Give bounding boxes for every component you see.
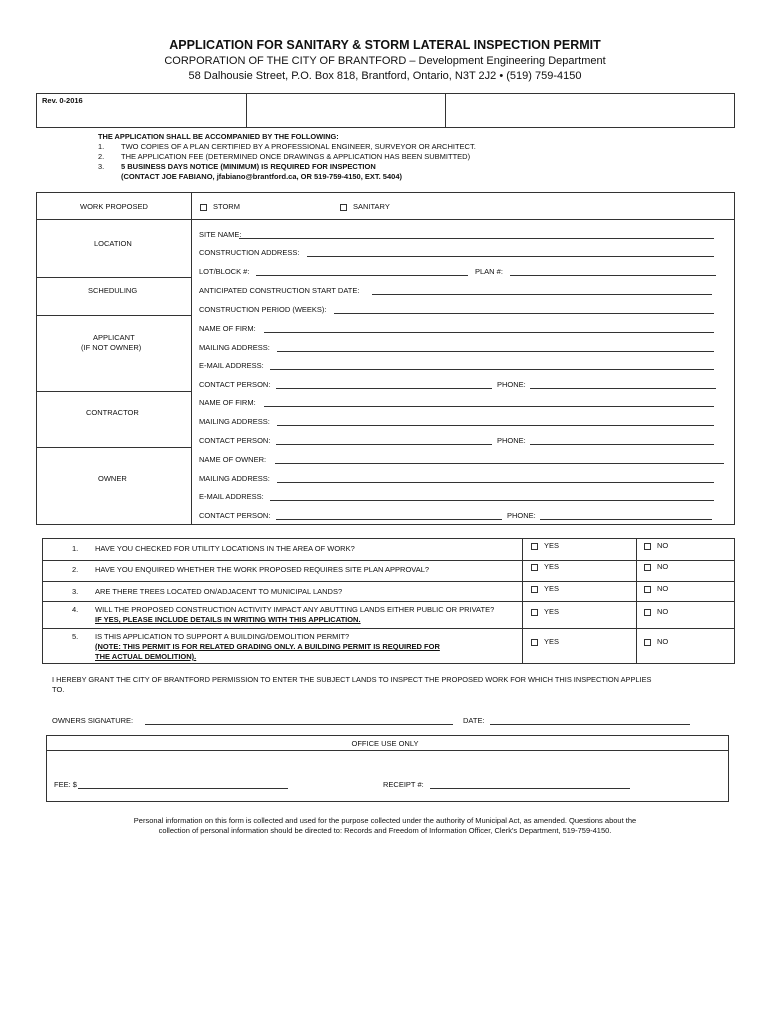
period-label: CONSTRUCTION PERIOD (WEEKS): (199, 305, 327, 314)
contractor-mail-label: MAILING ADDRESS: (199, 417, 270, 426)
applicant-phone-field[interactable] (530, 388, 716, 389)
owner-email-field[interactable] (270, 500, 714, 501)
question-text: HAVE YOU ENQUIRED WHETHER THE WORK PROPOSED REQUIRES SITE PLAN APPROVAL? (95, 565, 430, 574)
storm-checkbox[interactable]: STORM (200, 202, 240, 211)
signature-label: OWNERS SIGNATURE: (52, 716, 134, 725)
question-text: HAVE YOU CHECKED FOR UTILITY LOCATIONS IN THE AREA OF WORK? (95, 544, 355, 553)
row-divider (36, 447, 192, 448)
rev-cell-2 (246, 93, 446, 128)
contractor-firm-label: NAME OF FIRM: (199, 398, 256, 407)
start-date-label: ANTICIPATED CONSTRUCTION START DATE: (199, 286, 360, 295)
lot-block-field[interactable] (256, 275, 468, 276)
contractor-phone-field[interactable] (530, 444, 714, 445)
requirement-contact: (CONTACT JOE FABIANO, jfabiano@brantford.ca, OR 519-759-4150, EXT. 5404) (121, 172, 402, 181)
question-note: (NOTE: THIS PERMIT IS FOR RELATED GRADING ONLY. A BUILDING PERMIT IS REQUIRED FOR (95, 642, 440, 651)
q5-no-checkbox[interactable]: NO (644, 637, 668, 646)
requirement-item: TWO COPIES OF A PLAN CERTIFIED BY A PROFESSIONAL ENGINEER, SURVEYOR OR ARCHITECT. (121, 142, 476, 151)
row-divider (36, 277, 192, 278)
location-label: LOCATION (94, 239, 132, 248)
site-name-field[interactable] (239, 238, 714, 239)
applicant-phone-label: PHONE: (497, 380, 526, 389)
scheduling-label: SCHEDULING (88, 286, 138, 295)
work-proposed-label: WORK PROPOSED (80, 202, 148, 211)
rev-label: Rev. 0-2016 (42, 96, 83, 105)
signature-field[interactable] (145, 724, 453, 725)
applicant-email-label: E-MAIL ADDRESS: (199, 361, 264, 370)
question-text: ARE THERE TREES LOCATED ON/ADJACENT TO MUNICIPAL LANDS? (95, 587, 343, 596)
question-note: THE ACTUAL DEMOLITION). (95, 652, 197, 661)
req-num: 2. (98, 152, 105, 161)
contractor-contact-field[interactable] (276, 444, 492, 445)
receipt-field[interactable] (430, 788, 630, 789)
if-not-owner-label: (IF NOT OWNER) (81, 343, 142, 352)
row-divider (42, 601, 735, 602)
owner-name-label: NAME OF OWNER: (199, 455, 267, 464)
owner-phone-label: PHONE: (507, 511, 536, 520)
contractor-label: CONTRACTOR (86, 408, 139, 417)
fee-field[interactable] (78, 788, 288, 789)
plan-label: PLAN #: (475, 267, 503, 276)
sanitary-checkbox[interactable]: SANITARY (340, 202, 390, 211)
applicant-contact-field[interactable] (276, 388, 492, 389)
start-date-field[interactable] (372, 294, 712, 295)
row-divider (42, 581, 735, 582)
owner-contact-field[interactable] (276, 519, 502, 520)
form-divider (191, 192, 192, 525)
question-number: 3. (72, 587, 79, 596)
requirement-item: 5 BUSINESS DAYS NOTICE (MINIMUM) IS REQUIRED FOR INSPECTION (121, 162, 376, 171)
row-divider (36, 315, 192, 316)
org-address: 58 Dalhousie Street, P.O. Box 818, Brantford, Ontario, N3T 2J2 • (519) 759-4150 (188, 70, 582, 82)
receipt-label: RECEIPT #: (383, 780, 424, 789)
q4-yes-checkbox[interactable]: YES (531, 607, 559, 616)
q5-yes-checkbox[interactable]: YES (531, 637, 559, 646)
row-divider (42, 560, 735, 561)
requirements-heading: THE APPLICATION SHALL BE ACCOMPANIED BY THE FOLLOWING: (98, 132, 339, 141)
question-text: WILL THE PROPOSED CONSTRUCTION ACTIVITY IMPACT ANY ABUTTING LANDS EITHER PUBLIC OR PRIVATE? (95, 605, 495, 614)
applicant-mail-field[interactable] (277, 351, 714, 352)
privacy-notice-2: collection of personal information should be directed to: Records and Freedom of Information Officer, Clerk's Department, 519-759-4150. (158, 826, 612, 835)
construction-address-label: CONSTRUCTION ADDRESS: (199, 248, 300, 257)
question-note: IF YES, PLEASE INCLUDE DETAILS IN WRITING WITH THIS APPLICATION. (95, 615, 361, 624)
applicant-firm-label: NAME OF FIRM: (199, 324, 256, 333)
privacy-notice: Personal information on this form is collected and used for the purpose collected under the authority of Municipal Act, as amended. Questions about the (133, 816, 637, 825)
question-number: 2. (72, 565, 79, 574)
owner-name-field[interactable] (275, 463, 724, 464)
applicant-mail-label: MAILING ADDRESS: (199, 343, 270, 352)
grant-text-2: TO. (52, 685, 65, 694)
row-divider (36, 391, 192, 392)
period-field[interactable] (334, 313, 714, 314)
row-divider (36, 219, 735, 220)
form-table (36, 192, 735, 525)
q2-no-checkbox[interactable]: NO (644, 562, 668, 571)
contractor-contact-label: CONTACT PERSON: (199, 436, 271, 445)
question-number: 5. (72, 632, 79, 641)
question-text: IS THIS APPLICATION TO SUPPORT A BUILDING/DEMOLITION PERMIT? (95, 632, 350, 641)
date-field[interactable] (490, 724, 690, 725)
applicant-email-field[interactable] (270, 369, 714, 370)
req-num: 1. (98, 142, 105, 151)
applicant-firm-field[interactable] (264, 332, 714, 333)
owner-email-label: E-MAIL ADDRESS: (199, 492, 264, 501)
date-label: DATE: (463, 716, 485, 725)
row-divider (42, 628, 735, 629)
owner-mail-label: MAILING ADDRESS: (199, 474, 270, 483)
fee-label: FEE: $ (54, 780, 77, 789)
site-name-label: SITE NAME: (199, 230, 242, 239)
lot-block-label: LOT/BLOCK #: (199, 267, 250, 276)
page-title: APPLICATION FOR SANITARY & STORM LATERAL INSPECTION PERMIT (169, 38, 601, 52)
construction-address-field[interactable] (307, 256, 714, 257)
grant-text: I HEREBY GRANT THE CITY OF BRANTFORD PERMISSION TO ENTER THE SUBJECT LANDS TO INSPECT THE PROPOSED WORK FOR WHICH THIS INSPECTION APPLIES (52, 675, 652, 684)
q4-no-checkbox[interactable]: NO (644, 607, 668, 616)
applicant-label: APPLICANT (93, 333, 135, 342)
requirement-item: THE APPLICATION FEE (DETERMINED ONCE DRAWINGS & APPLICATION HAS BEEN SUBMITTED) (121, 152, 471, 161)
req-num: 3. (98, 162, 105, 171)
plan-field[interactable] (510, 275, 716, 276)
contractor-firm-field[interactable] (264, 406, 714, 407)
owner-mail-field[interactable] (277, 482, 714, 483)
q3-yes-checkbox[interactable]: YES (531, 584, 559, 593)
office-divider (46, 750, 729, 751)
owner-label: OWNER (98, 474, 127, 483)
q2-yes-checkbox[interactable]: YES (531, 562, 559, 571)
q1-yes-checkbox[interactable]: YES (531, 541, 559, 550)
q3-no-checkbox[interactable]: NO (644, 584, 668, 593)
contractor-mail-field[interactable] (277, 425, 714, 426)
office-use-title: OFFICE USE ONLY (351, 739, 419, 748)
applicant-contact-label: CONTACT PERSON: (199, 380, 271, 389)
owner-phone-field[interactable] (540, 519, 712, 520)
owner-contact-label: CONTACT PERSON: (199, 511, 271, 520)
q1-no-checkbox[interactable]: NO (644, 541, 668, 550)
question-number: 4. (72, 605, 79, 614)
org-name: CORPORATION OF THE CITY OF BRANTFORD – Development Engineering Department (164, 55, 606, 67)
contractor-phone-label: PHONE: (497, 436, 526, 445)
question-number: 1. (72, 544, 79, 553)
